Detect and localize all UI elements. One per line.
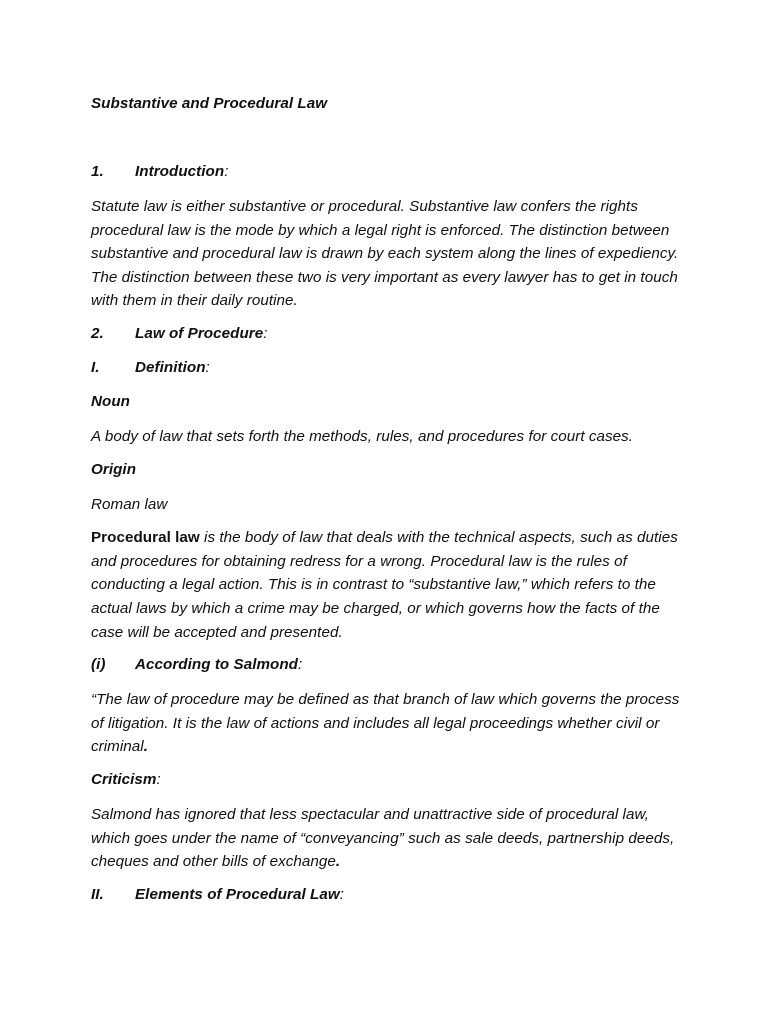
point-number: (i) — [91, 656, 106, 674]
document-title: Substantive and Procedural Law — [91, 95, 328, 112]
section-title: Introduction: — [135, 163, 229, 180]
origin-label: Origin — [91, 460, 137, 478]
point-i-heading — [91, 654, 691, 676]
subsection-title: Elements of Procedural Law: — [135, 885, 344, 903]
noun-definition: A body of law that sets forth the methods, rules, and procedures for court cases. — [91, 427, 634, 445]
criticism-label: Criticism: — [91, 770, 161, 788]
procedural-law-paragraph — [91, 526, 691, 644]
section-number: 1. — [91, 163, 104, 180]
document-body — [91, 93, 691, 906]
criticism-text: Salmond has ignored that less spectacular and unattractive side of procedural law, which goes under the name of “conveyancing” such as sale deeds, partnership deeds, cheques and other bills of exchange. — [91, 805, 675, 871]
section-title: Law of Procedure: — [135, 324, 268, 342]
subsection-title: Definition: — [135, 358, 210, 376]
section-number: 2. — [91, 324, 104, 342]
section-2-heading — [91, 323, 691, 345]
section-1-heading — [91, 161, 691, 183]
intro-paragraph: Statute law is either substantive or procedural. Substantive law confers the rights procedural law is the mode by which a legal right is enforced. The distinction between substantive and procedural law is drawn by each system along the lines of expediency. The distinction between these two is very important as every lawyer has to get in touch with them in their daily routine. — [91, 198, 679, 310]
salmond-quote: “The law of procedure may be defined as that branch of law which governs the process of litigation. It is the law of actions and includes all legal proceedings whether civil or criminal. — [91, 691, 680, 756]
procedural-law-text: is the body of law that deals with the technical aspects, such as duties and procedures for obtaining redress for a wrong. Procedural law is the rules of conducting a legal action. This is in contrast to “substantive law,” which refers to the actual laws by which a crime may be charged, or which governs how the facts of the case will be accepted and presented. — [91, 529, 678, 641]
subsection-number: I. — [91, 358, 100, 376]
noun-label: Noun — [91, 392, 130, 410]
subsection-I-heading — [91, 357, 691, 379]
spacer — [91, 115, 691, 161]
subsection-number: II. — [91, 885, 104, 903]
procedural-law-term: Procedural law — [91, 529, 200, 547]
point-title: According to Salmond: — [135, 656, 303, 674]
subsection-II-heading — [91, 884, 691, 906]
origin-text: Roman law — [91, 495, 168, 513]
